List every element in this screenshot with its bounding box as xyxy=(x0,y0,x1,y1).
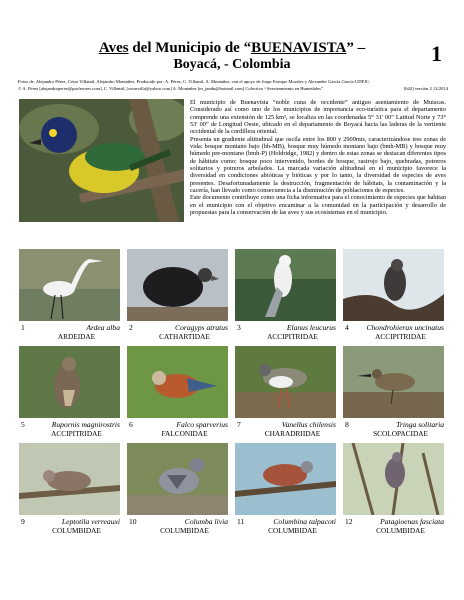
species-family: ARDEIDAE xyxy=(57,332,96,341)
species-scientific-name: Vanellus chilensis xyxy=(281,420,336,429)
species-card xyxy=(235,443,336,535)
intro-paragraph-3: Este documento contribuye como una ficha informativa para el conocimiento de especies que habitan en el municipio con el objetivo encaminar a la comunidad en la participación y desarrollo de propuestas para la conservación de las aves y sus ecosistemas en el municipio. xyxy=(190,194,446,217)
species-scientific-name: Leptotila verreauxi xyxy=(61,517,120,526)
species-number: 11 xyxy=(237,517,245,526)
title-aves: Aves xyxy=(98,40,129,56)
species-number: 6 xyxy=(129,420,133,429)
species-number: 10 xyxy=(129,517,137,526)
species-photo xyxy=(19,443,120,515)
species-family: CATHARTIDAE xyxy=(159,332,210,341)
species-family: ACCIPITRIDAE xyxy=(51,429,102,438)
credits-line-2: © A. Pérez [alejandroperez@proferores.com], C. Villamil, [cesarvilla@yahoo.com] A. Montañez [m_jandu@hotmail.com] Colectivo “Avesteamiento en Humedales” xyxy=(18,85,323,91)
species-family: SCOLOPACIDAE xyxy=(373,429,428,438)
species-scientific-name: Patagioenas fasciata xyxy=(380,517,444,526)
species-card xyxy=(19,443,120,535)
species-number: 9 xyxy=(21,517,25,526)
species-card xyxy=(19,249,120,341)
species-scientific-name: Tringa solitaria xyxy=(396,420,444,429)
credits-line-1: Fotos de, Alejandro Pérez, César Villamil, Alejandro Montañez. Producido por: A. Pérez, C. Villamil, A. Montañez, con el apoyo de Jorge Enrique Morales y Alexander García García UDFJC. xyxy=(18,79,371,84)
species-card xyxy=(127,346,228,438)
species-family: COLUMBIDAE xyxy=(160,526,209,535)
document-header xyxy=(0,40,464,76)
photo-credits xyxy=(18,79,448,92)
intro-text xyxy=(190,99,446,217)
document-subtitle: Boyacá, - Colombia xyxy=(173,57,291,72)
species-card xyxy=(235,346,336,438)
species-family: ACCIPITRIDAE xyxy=(375,332,426,341)
species-scientific-name: Rupornis magnirostris xyxy=(51,420,120,429)
species-family: ACCIPITRIDAE xyxy=(267,332,318,341)
species-number: 4 xyxy=(345,323,349,332)
species-photo xyxy=(343,346,444,418)
species-number: 2 xyxy=(129,323,133,332)
title-place: BUENAVISTA xyxy=(251,40,347,56)
species-family: FALCONIDAE xyxy=(161,429,208,438)
title-middle: del Municipio de “ xyxy=(128,40,252,56)
species-photo xyxy=(127,443,228,515)
species-scientific-name: Falco sparverius xyxy=(176,420,228,429)
species-scientific-name: Columba livia xyxy=(184,517,228,526)
species-photo xyxy=(19,346,120,418)
species-photo xyxy=(235,443,336,515)
credits-version: [642] versión 2 12/2014 xyxy=(403,85,448,91)
species-number: 5 xyxy=(21,420,25,429)
species-photo xyxy=(235,249,336,321)
intro-paragraph-1: El municipio de Buenavista “noble cuna de occidente” antiguo asentamiento de Muiscas. Considerado así como uno de los municipios de importancia eco-turística para el departamento comprende una extensión de 125 km², se localiza en las coordenadas 5° 31' 00” Latitud Norte y 73° 53' 00” de Longitud Oeste, ubicado en el departamento de Boyacá hacia las laderas de la vertiente occidental de la cordillera oriental. xyxy=(190,99,446,136)
species-card xyxy=(235,249,336,341)
species-number: 8 xyxy=(345,420,349,429)
species-card xyxy=(127,443,228,535)
species-number: 7 xyxy=(237,420,241,429)
species-card xyxy=(127,249,228,341)
species-photo xyxy=(235,346,336,418)
species-photo xyxy=(127,346,228,418)
hero-bird-photo xyxy=(19,99,184,222)
species-photo xyxy=(19,249,120,321)
species-card xyxy=(343,346,444,438)
page-number: 1 xyxy=(431,41,442,66)
species-family: CHARADRIIDAE xyxy=(264,429,321,438)
species-scientific-name: Ardea alba xyxy=(86,323,120,332)
species-card xyxy=(19,346,120,438)
species-photo xyxy=(343,443,444,515)
species-family: COLUMBIDAE xyxy=(376,526,425,535)
species-number: 3 xyxy=(237,323,241,332)
species-number: 1 xyxy=(21,323,25,332)
species-family: COLUMBIDAE xyxy=(52,526,101,535)
intro-paragraph-2: Presenta un gradiente altitudinal que oscila entre los 800 y 2900mts, caracterizándose tres zonas de vida: bosque montano bajo (bh-MB), bosque muy húmedo montano bajo (bmh-MB) y bosque muy húmedo pre-montano (bmh-P) (Holdridge, 1982) y dentro de estas zonas se destacan diferentes tipos de hábitats como: bosque poco intervenido, bordes de bosque, rastrojo bajo, quebradas, potreros solitarios y potreros arbolados. La marcada variación altitudinal en el municipio favorece la diversidad en condiciones abióticas y bióticas y por lo tanto, la diversidad de especies de aves presentes. Desafortunadamente la destrucción, fragmentación de hábitats, la contaminación y la cacería, han llevado como consecuencia a la disminución de poblaciones de especies. xyxy=(190,135,446,195)
species-scientific-name: Columbina talpacoti xyxy=(273,517,336,526)
species-scientific-name: Chondrohierax uncinatus xyxy=(366,323,444,332)
species-card xyxy=(343,249,444,341)
species-photo xyxy=(127,249,228,321)
title-suffix: ” – xyxy=(346,40,366,56)
species-scientific-name: Elanus leucurus xyxy=(286,323,336,332)
species-scientific-name: Coragyps atratus xyxy=(175,323,228,332)
species-card xyxy=(343,443,444,535)
species-photo xyxy=(343,249,444,321)
document-title xyxy=(0,40,464,57)
species-family: COLUMBIDAE xyxy=(268,526,317,535)
species-number: 12 xyxy=(345,517,353,526)
